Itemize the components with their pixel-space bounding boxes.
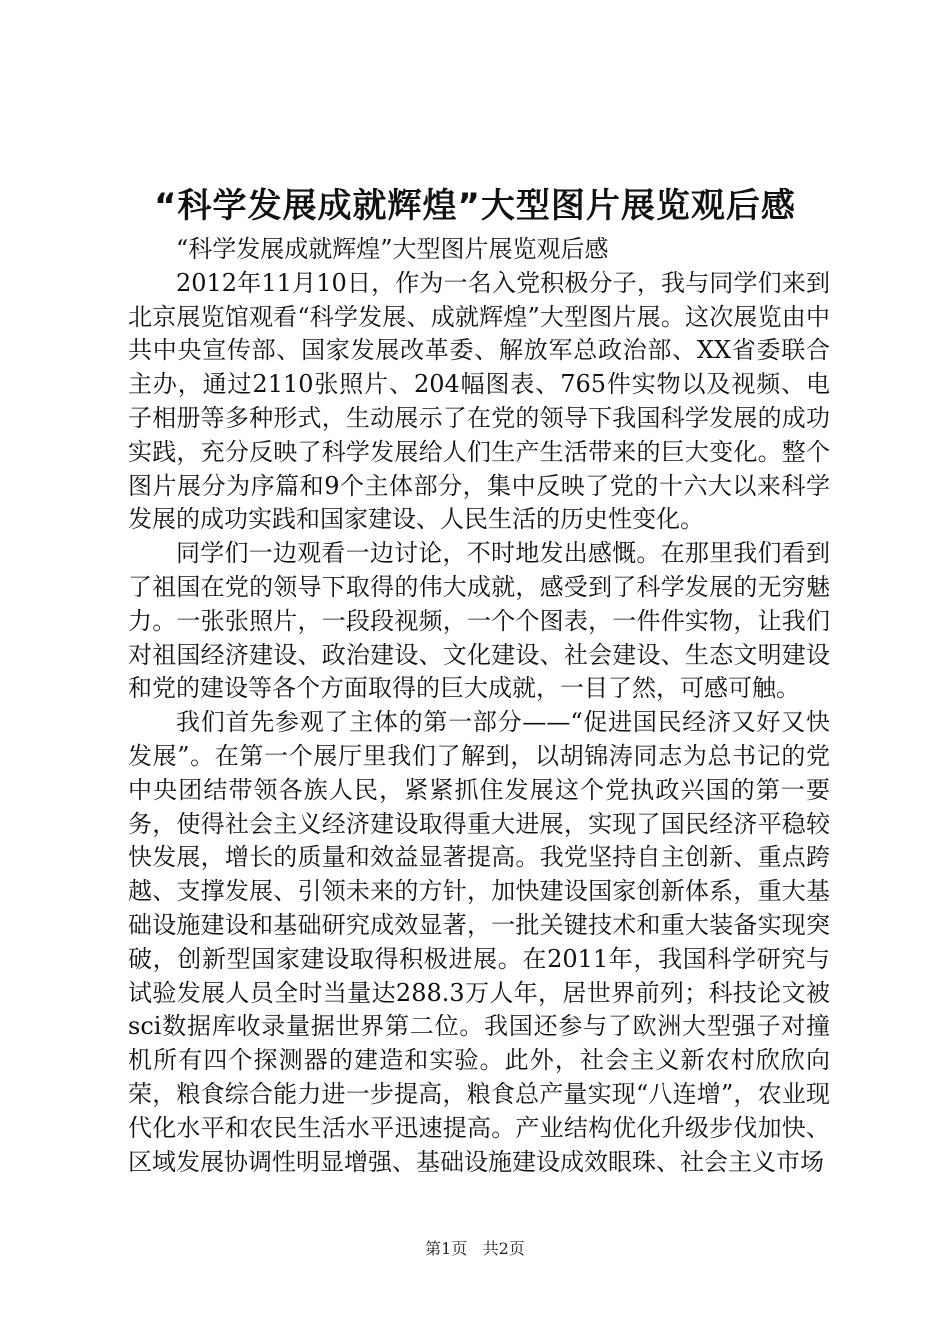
document-title: “科学发展成就辉煌”大型图片展览观后感 (154, 186, 796, 226)
page-total: 共2页 (482, 1239, 525, 1258)
paragraph: 同学们一边观看一边讨论，不时地发出感慨。在那里我们看到了祖国在党的领导下取得的伟大成就，感受到了科学发展的无穷魅力。一张张照片，一段段视频，一个个图表，一件件实物，让我们对祖国经济建设、政治建设、文化建设、社会建设、生态文明建设和党的建设等各个方面取得的巨大成就，一目了然，可感可触。 (128, 539, 830, 703)
document-body (128, 233, 830, 1179)
paragraph: 2012年11月10日，作为一名入党积极分子，我与同学们来到北京展览馆观看“科学发展、成就辉煌”大型图片展。这次展览由中共中央宣传部、国家发展改革委、解放军总政治部、XX省委联合主办，通过2110张照片、204幅图表、765件实物以及视频、电子相册等多种形式，生动展示了在党的领导下我国科学发展的成功实践，充分反映了科学发展给人们生产生活带来的巨大变化。整个图片展分为序篇和9个主体部分，集中反映了党的十六大以来科学发展的成功实践和国家建设、人民生活的历史性变化。 (128, 268, 830, 534)
subtitle-paragraph: “科学发展成就辉煌”大型图片展览观后感 (176, 235, 609, 263)
footer-spacer (472, 1239, 477, 1258)
paragraph: 我们首先参观了主体的第一部分——“促进国民经济又好又快发展”。在第一个展厅里我们了解到，以胡锦涛同志为总书记的党中央团结带领各族人民，紧紧抓住发展这个党执政兴国的第一要务，使得社会主义经济建设取得重大进展，实现了国民经济平稳较快发展，增长的质量和效益显著提高。我党坚持自主创新、重点跨越、支撑发展、引领未来的方针，加快建设国家创新体系，重大基础设施建设和基础研究成效显著，一批关键技术和重大装备实现突破，创新型国家建设取得积极进展。在2011年，我国科学研究与试验发展人员全时当量达288.3万人年，居世界前列；科技论文被sci数据库收录量据世界第二位。我国还参与了欧洲大型强子对撞机所有四个探测器的建造和实验。此外，社会主义新农村欣欣向荣，粮食综合能力进一步提高，粮食总产量实现“八连增”，农业现代化水平和农民生活水平迅速提高。产业结构优化升级步伐加快、区域发展协调性明显增强、基础设施建设成效眼珠、社会主义市场 (128, 708, 830, 1176)
page-number: 第1页 (425, 1239, 468, 1258)
page-footer (0, 1238, 950, 1260)
